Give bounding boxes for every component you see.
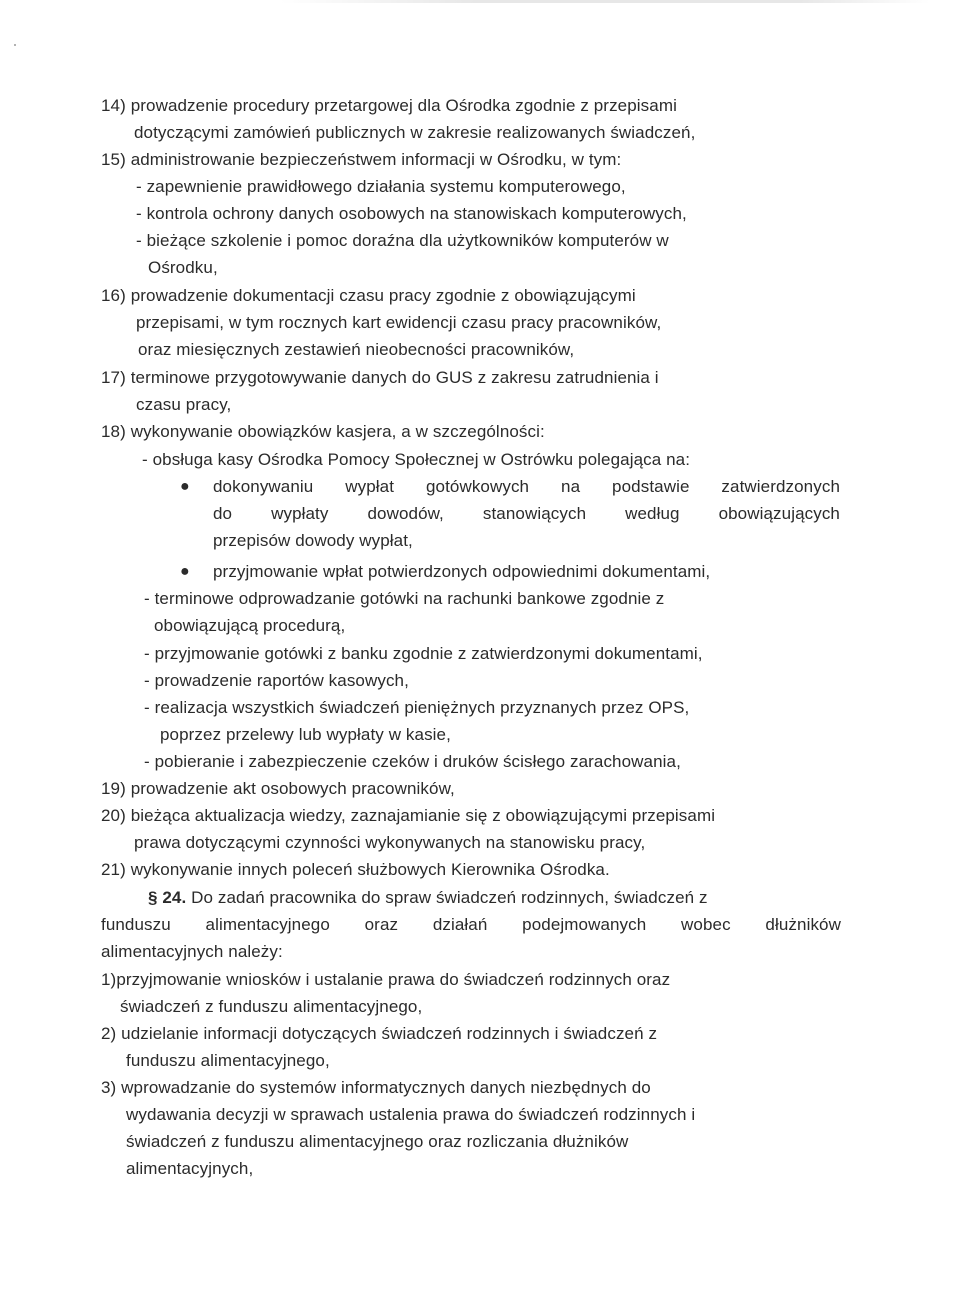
text-line: funduszu alimentacyjnego oraz działań podejmowanych wobec dłużników (101, 915, 841, 934)
bullet-icon: ● (180, 563, 190, 580)
text-line: 2) udzielanie informacji dotyczących świadczeń rodzinnych i świadczeń z (101, 1024, 658, 1043)
text-line: - bieżące szkolenie i pomoc doraźna dla użytkowników komputerów w (136, 231, 669, 250)
text-line: alimentacyjnych należy: (101, 942, 283, 961)
text-line: świadczeń z funduszu alimentacyjnego, (120, 997, 423, 1016)
text-line: przepisami, w tym rocznych kart ewidencji czasu pracy pracowników, (136, 313, 662, 332)
text-line: poprzez przelewy lub wypłaty w kasie, (160, 725, 451, 744)
text-line: przyjmowanie wpłat potwierdzonych odpowiednimi dokumentami, (213, 562, 711, 581)
text-line: świadczeń z funduszu alimentacyjnego oraz rozliczania dłużników (126, 1132, 629, 1151)
bullet-icon: ● (180, 478, 190, 495)
text-line: 15) administrowanie bezpieczeństwem informacji w Ośrodku, w tym: (101, 150, 622, 169)
text-line: Ośrodku, (148, 258, 218, 277)
text-line: - przyjmowanie gotówki z banku zgodnie z zatwierdzonymi dokumentami, (144, 644, 703, 663)
text-line: 18) wykonywanie obowiązków kasjera, a w szczególności: (101, 422, 545, 441)
section-number: § 24. (148, 888, 187, 907)
text-line: - zapewnienie prawidłowego działania systemu komputerowego, (136, 177, 626, 196)
text-line: alimentacyjnych, (126, 1159, 254, 1178)
text-line: - terminowe odprowadzanie gotówki na rachunki bankowe zgodnie z (144, 589, 665, 608)
text-line: - pobieranie i zabezpieczenie czeków i druków ścisłego zarachowania, (144, 752, 681, 771)
text-line: 16) prowadzenie dokumentacji czasu pracy zgodnie z obowiązującymi (101, 286, 636, 305)
text-line: wydawania decyzji w sprawach ustalenia prawa do świadczeń rodzinnych i (126, 1105, 696, 1124)
text-line: 3) wprowadzanie do systemów informatycznych danych niezbędnych do (101, 1078, 651, 1097)
text-line: do wypłaty dowodów, stanowiących według obowiązujących (213, 504, 840, 523)
text-line: 19) prowadzenie akt osobowych pracowników, (101, 779, 455, 798)
text-line: - obsługa kasy Ośrodka Pomocy Społecznej w Ostrówku polegająca na: (142, 450, 691, 469)
section-text: Do zadań pracownika do spraw świadczeń rodzinnych, świadczeń z (191, 888, 708, 907)
text-line: - realizacja wszystkich świadczeń pieniężnych przyznanych przez OPS, (144, 698, 690, 717)
scan-speck (14, 44, 16, 46)
text-line: dotyczącymi zamówień publicznych w zakresie realizowanych świadczeń, (134, 123, 696, 142)
section-paragraph (148, 886, 708, 910)
text-line: obowiązującą procedurą, (154, 616, 346, 635)
text-line: czasu pracy, (136, 395, 232, 414)
text-line: - kontrola ochrony danych osobowych na stanowiskach komputerowych, (136, 204, 687, 223)
text-line: dokonywaniu wypłat gotówkowych na podstawie zatwierdzonych (213, 477, 840, 496)
text-line: przepisów dowody wypłat, (213, 531, 413, 550)
text-line: 1)przyjmowanie wniosków i ustalanie prawa do świadczeń rodzinnych oraz (101, 970, 671, 989)
text-line: 21) wykonywanie innych poleceń służbowych Kierownika Ośrodka. (101, 860, 610, 879)
text-line: funduszu alimentacyjnego, (126, 1051, 330, 1070)
text-line: 17) terminowe przygotowywanie danych do GUS z zakresu zatrudnienia i (101, 368, 659, 387)
text-line: oraz miesięcznych zestawień nieobecności pracowników, (138, 340, 575, 359)
text-line: prawa dotyczącymi czynności wykonywanych na stanowisku pracy, (134, 833, 646, 852)
text-line: - prowadzenie raportów kasowych, (144, 671, 409, 690)
text-line: 20) bieżąca aktualizacja wiedzy, zaznajamianie się z obowiązującymi przepisami (101, 806, 716, 825)
scan-edge-artifact (280, 0, 930, 3)
text-line: 14) prowadzenie procedury przetargowej dla Ośrodka zgodnie z przepisami (101, 96, 677, 115)
